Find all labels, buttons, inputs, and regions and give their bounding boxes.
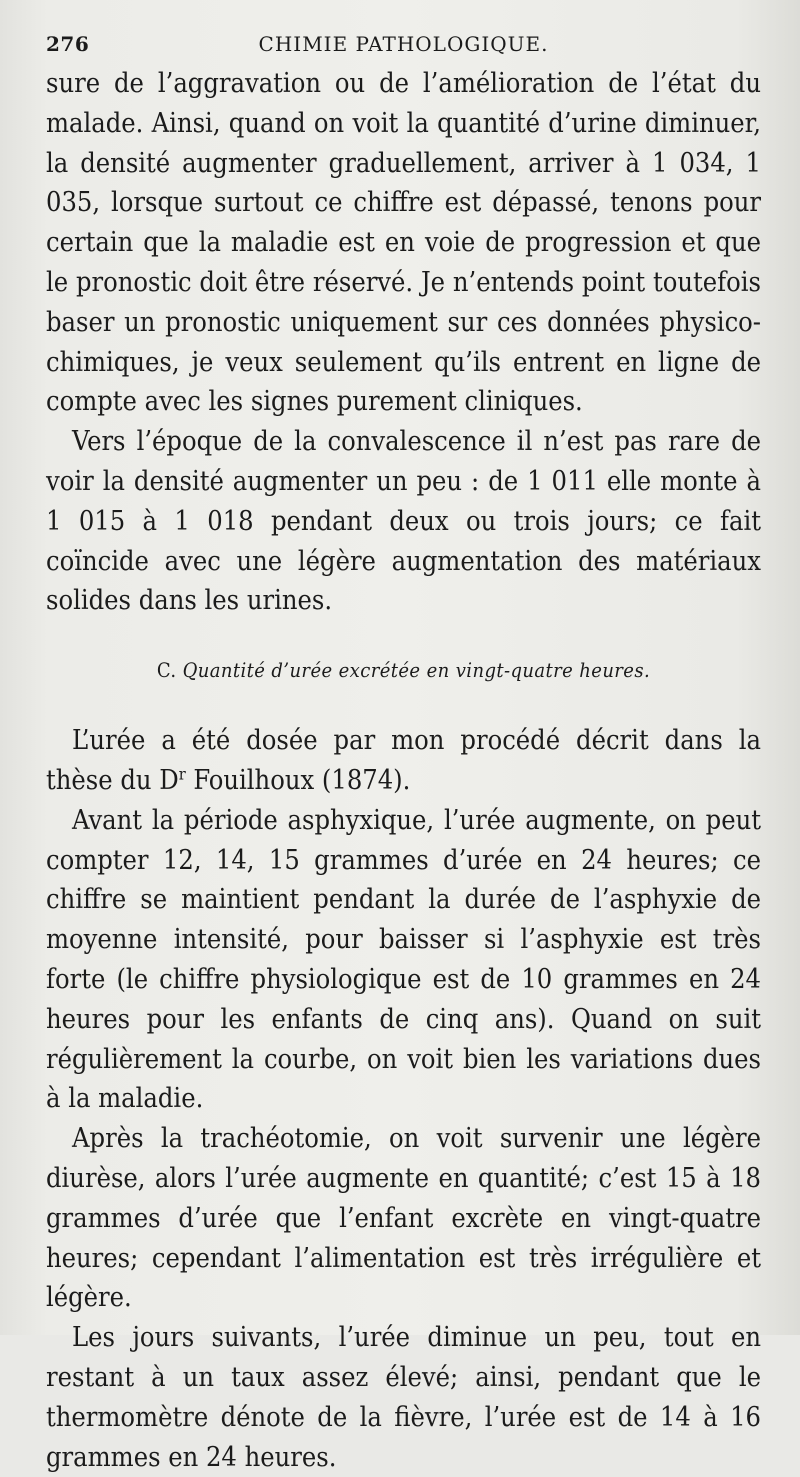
paragraph-uree-method [46,721,761,801]
paragraph-asphyxie: Avant la période asphyxique, l’urée augmente, on peut compter 12, 14, 15 grammes d’urée en 24 heures; ce chiffre se maintient pendant la durée de l’asphyxie de moyenne intensité, pour baisser si l’asphyxie est très forte (le chiffre physiologique est de 10 grammes en 24 heures pour les enfants de cinq ans). Quand on suit régulièrement la courbe, on voit bien les variations dues à la maladie. [46,804,761,1115]
page-number: 276 [46,32,90,56]
section-heading [46,655,761,685]
paragraph-jours-suivants: Les jours suivants, l’urée diminue un peu, tout en restant à un taux assez élevé; ainsi, pendant que le thermomètre dénote de la fièvre, l’urée est de 14 à 16 grammes en 24 heures. [46,1322,761,1473]
paragraph-uree-method-end: Fouilhoux (1874). [185,764,411,796]
body-text [46,64,761,1477]
paragraph-tracheotomie: Après la trachéotomie, on voit survenir une légère diurèse, alors l’urée augmente en quantité; c’est 15 à 18 grammes d’urée que l’enfant excrète en vingt-quatre heures; cependant l’alimentation est très irrégulière et légère. [46,1123,761,1314]
section-title: Quantité d’urée excrétée en vingt-quatre heures. [182,658,651,683]
paragraph-convalescence: Vers l’époque de la convalescence il n’est pas rare de voir la densité augmenter un peu : de 1 011 elle monte à 1 015 à 1 018 pendant deux ou trois jours; ce fait coïncide avec une légère augmentation des matériaux solides dans les urines. [46,426,761,617]
paragraph-uree-method-start: L’urée a été dosée par mon procédé décrit dans la thèse du D [46,725,761,796]
running-title: CHIMIE PATHOLOGIQUE. [258,32,549,56]
section-letter: C. [156,658,177,683]
page-header [46,32,761,62]
paragraph-continued: sure de l’aggravation ou de l’amélioration de l’état du malade. Ainsi, quand on voit la quantité d’urine diminuer, la densité augmenter graduellement, arriver à 1 034, 1 035, lorsque surtout ce chiffre est dépassé, tenons pour certain que la maladie est en voie de progression et que le pronostic doit être réservé. Je n’entends point toutefois baser un pronostic uniquement sur ces données physico-chimiques, je veux seulement qu’ils entrent en ligne de compte avec les signes purement cliniques. [46,68,761,418]
doctor-abbrev-sup: r [178,764,186,784]
